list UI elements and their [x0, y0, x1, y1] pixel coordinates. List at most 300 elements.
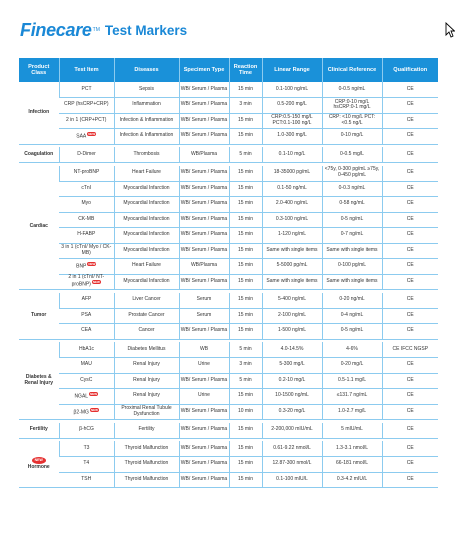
table-row [19, 166, 438, 182]
test-item-cell [59, 457, 114, 473]
clinical-reference-cell [322, 358, 382, 374]
test-item-text: AFP [81, 296, 92, 303]
specimen-cell [179, 308, 229, 324]
disease-cell [114, 404, 179, 420]
test-item-cell [59, 212, 114, 228]
specimen-text: WB/ Serum / Plasma [180, 475, 228, 482]
test-item-cell [59, 166, 114, 182]
test-item-cell [59, 228, 114, 244]
qualification-text: CE [406, 262, 414, 269]
table-row [19, 472, 438, 488]
qualification-cell [382, 243, 438, 259]
linear-range-text: 1.0-300 mg/L [277, 132, 307, 139]
reaction-time-cell [229, 98, 262, 114]
reaction-time-text: 15 min [237, 200, 253, 207]
clinical-reference-cell [322, 324, 382, 340]
disease-cell [114, 389, 179, 405]
disease-text: Prostate Cancer [128, 311, 165, 318]
disease-text: Proximal Renal Tubule Dysfunction [121, 405, 172, 417]
disease-cell [114, 259, 179, 275]
specimen-text: WB/ Serum / Plasma [180, 169, 228, 176]
specimen-cell [179, 82, 229, 98]
linear-range-text: 1-500 ng/mL [277, 327, 307, 334]
disease-text: Renal Injury [133, 376, 160, 383]
test-item-text: cTnI [81, 184, 92, 191]
reaction-time-text: 5 min [239, 345, 252, 352]
disease-cell [114, 129, 179, 145]
specimen-cell [179, 274, 229, 290]
test-item-text: CEA [81, 327, 92, 334]
disease-text: Thyroid Malfunction [124, 444, 169, 451]
specimen-text: Urine [198, 361, 210, 368]
table-row [19, 404, 438, 420]
clinical-reference-cell [322, 197, 382, 213]
disease-cell [114, 342, 179, 358]
table-row [19, 129, 438, 145]
disease-text: Myocardial Infarction [123, 246, 170, 253]
specimen-text: WB/ Serum / Plasma [180, 460, 228, 467]
specimen-cell [179, 228, 229, 244]
specimen-cell [179, 324, 229, 340]
qualification-cell [382, 166, 438, 182]
new-badge: NEW [32, 457, 46, 464]
clinical-reference-text: 1.3-3.1 nmol/L [336, 444, 368, 451]
linear-range-text: 2-200,000 mIU/mL [271, 426, 313, 433]
clinical-reference-text: 0-4 ng/mL [340, 311, 364, 318]
linear-range-cell [262, 166, 322, 182]
column-header: Specimen Type [179, 58, 229, 82]
test-item-cell [59, 423, 114, 439]
reaction-time-cell [229, 472, 262, 488]
column-header: Clinical Reference [322, 58, 382, 82]
linear-range-text: 0.1-100 mIU/L [276, 475, 308, 482]
reaction-time-cell [229, 274, 262, 290]
clinical-reference-cell [322, 472, 382, 488]
specimen-text: WB/ Serum / Plasma [180, 444, 228, 451]
product-class-cell [19, 293, 59, 340]
specimen-text: WB/Plasma [190, 262, 218, 269]
qualification-text: CE [406, 296, 414, 303]
table-row [19, 259, 438, 275]
product-class-cell [19, 147, 59, 163]
test-item-cell [59, 342, 114, 358]
disease-cell [114, 457, 179, 473]
disease-cell [114, 358, 179, 374]
linear-range-text: 2-100 ng/mL [277, 311, 307, 318]
linear-range-cell [262, 82, 322, 98]
linear-range-cell [262, 274, 322, 290]
specimen-text: WB/ Serum / Plasma [180, 184, 228, 191]
clinical-reference-cell [322, 82, 382, 98]
test-item-text: NT-proBNP [73, 169, 100, 176]
table-row [19, 423, 438, 439]
disease-text: Fertility [138, 426, 155, 433]
table-row [19, 113, 438, 129]
reaction-time-cell [229, 147, 262, 163]
reaction-time-cell [229, 293, 262, 309]
table-row [19, 228, 438, 244]
linear-range-cell [262, 404, 322, 420]
reaction-time-cell [229, 404, 262, 420]
clinical-reference-text: 0-20 ng/mL [339, 296, 365, 303]
test-item-text: 2 in 1 (cTnI/ NT-proBNP) [68, 273, 105, 289]
test-item-cell [59, 98, 114, 114]
linear-range-text: 1-120 ng/mL [277, 231, 307, 238]
linear-range-text: 5-300 mg/L [279, 361, 305, 368]
test-item-cell [59, 147, 114, 163]
specimen-text: WB/ Serum / Plasma [180, 327, 228, 334]
qualification-text: CE [406, 150, 414, 157]
clinical-reference-cell [322, 404, 382, 420]
table-row [19, 324, 438, 340]
product-class-label: Cardiac [29, 223, 48, 230]
reaction-time-text: 15 min [237, 85, 253, 92]
specimen-cell [179, 457, 229, 473]
table-row [19, 212, 438, 228]
table-row [19, 274, 438, 290]
linear-range-text: 4.0-14.5% [280, 345, 304, 352]
qualification-cell [382, 342, 438, 358]
test-item-text: D-Dimer [77, 150, 96, 157]
test-item-text: PCT [81, 85, 92, 92]
table-row [19, 293, 438, 309]
new-badge: NEW [92, 280, 100, 285]
reaction-time-cell [229, 441, 262, 457]
test-item-text: β2-MG [73, 409, 89, 416]
disease-cell [114, 472, 179, 488]
test-item-cell [59, 358, 114, 374]
specimen-cell [179, 389, 229, 405]
clinical-reference-cell [322, 457, 382, 473]
reaction-time-text: 3 min [239, 361, 252, 368]
qualification-cell [382, 113, 438, 129]
reaction-time-text: 15 min [237, 116, 253, 123]
linear-range-text: 10-1500 ng/mL [275, 392, 309, 399]
specimen-cell [179, 441, 229, 457]
disease-cell [114, 243, 179, 259]
test-item-cell [59, 82, 114, 98]
clinical-reference-cell [322, 212, 382, 228]
specimen-cell [179, 113, 229, 129]
brand-header [20, 20, 187, 40]
linear-range-cell [262, 98, 322, 114]
clinical-reference-text: Same with single items [326, 277, 378, 284]
reaction-time-cell [229, 308, 262, 324]
disease-cell [114, 197, 179, 213]
column-header: Product Class [19, 58, 59, 82]
reaction-time-text: 15 min [237, 215, 253, 222]
specimen-cell [179, 259, 229, 275]
clinical-reference-text: 0.3-4.2 mIU/L [336, 475, 368, 482]
test-item-text: PSA [81, 311, 92, 318]
test-item-cell [59, 259, 114, 275]
qualification-text: CE [406, 460, 414, 467]
clinical-reference-cell [322, 228, 382, 244]
clinical-reference-text: ≤131.7 ng/mL [336, 392, 368, 399]
disease-cell [114, 423, 179, 439]
clinical-reference-cell [322, 243, 382, 259]
table-row [19, 243, 438, 259]
clinical-reference-cell [322, 259, 382, 275]
linear-range-cell [262, 324, 322, 340]
qualification-cell [382, 197, 438, 213]
qualification-cell [382, 358, 438, 374]
table-row [19, 342, 438, 358]
test-item-cell [59, 181, 114, 197]
product-class-label: Fertility [29, 426, 48, 433]
qualification-text: CE [406, 246, 414, 253]
reaction-time-cell [229, 423, 262, 439]
linear-range-text: 0.5-200 mg/L [277, 101, 307, 108]
table-row [19, 197, 438, 213]
qualification-cell [382, 472, 438, 488]
clinical-reference-text: 0-10 mg/L [340, 132, 364, 139]
clinical-reference-text: 0-0.5 mg/L [340, 150, 364, 157]
specimen-text: WB/ Serum / Plasma [180, 376, 228, 383]
specimen-cell [179, 373, 229, 389]
table-body [19, 82, 438, 488]
disease-text: Heart Failure [132, 169, 161, 176]
reaction-time-text: 15 min [237, 169, 253, 176]
qualification-text: CE [406, 475, 414, 482]
clinical-reference-text: 0-0.3 ng/mL [338, 184, 366, 191]
clinical-reference-cell [322, 181, 382, 197]
test-item-cell [59, 113, 114, 129]
product-class-cell [19, 423, 59, 439]
disease-text: Myocardial Infarction [123, 200, 170, 207]
reaction-time-text: 15 min [237, 277, 253, 284]
reaction-time-text: 5 min [239, 376, 252, 383]
qualification-cell [382, 441, 438, 457]
test-item-text: BNP [76, 263, 87, 270]
qualification-text: CE [406, 392, 414, 399]
linear-range-cell [262, 129, 322, 145]
qualification-text: CE [406, 184, 414, 191]
product-class-label: Tumor [31, 311, 47, 318]
test-item-cell [59, 293, 114, 309]
disease-cell [114, 293, 179, 309]
specimen-cell [179, 212, 229, 228]
disease-cell [114, 308, 179, 324]
clinical-reference-cell [322, 308, 382, 324]
test-item-cell [59, 274, 114, 290]
reaction-time-text: 10 min [237, 407, 253, 414]
table-header-row [19, 58, 438, 82]
test-markers-table [19, 58, 438, 488]
linear-range-text: 0.3-100 ng/mL [275, 215, 309, 222]
clinical-reference-cell [322, 441, 382, 457]
product-class-cell [19, 82, 59, 144]
column-header: Qualification [382, 58, 438, 82]
qualification-cell [382, 228, 438, 244]
product-class-cell [19, 441, 59, 488]
disease-cell [114, 441, 179, 457]
qualification-text: CE [406, 277, 414, 284]
specimen-cell [179, 197, 229, 213]
clinical-reference-cell [322, 342, 382, 358]
reaction-time-cell [229, 243, 262, 259]
linear-range-cell [262, 259, 322, 275]
qualification-text: CE [406, 215, 414, 222]
clinical-reference-cell [322, 274, 382, 290]
reaction-time-text: 5 min [239, 150, 252, 157]
test-item-text: Myo [81, 200, 91, 207]
product-class-label: Diabetes & Renal Injury [24, 373, 54, 386]
specimen-text: WB/Plasma [190, 150, 218, 157]
test-item-text: TSH [81, 475, 92, 482]
test-item-cell [59, 441, 114, 457]
linear-range-text: Same with single items [266, 246, 318, 253]
disease-cell [114, 147, 179, 163]
specimen-text: WB/ Serum / Plasma [180, 200, 228, 207]
test-item-cell [59, 243, 114, 259]
table-row [19, 181, 438, 197]
clinical-reference-cell [322, 373, 382, 389]
column-header: Linear Range [262, 58, 322, 82]
disease-cell [114, 82, 179, 98]
test-item-cell [59, 404, 114, 420]
disease-text: Thyroid Malfunction [124, 460, 169, 467]
clinical-reference-text: 0-100 pg/mL [337, 262, 367, 269]
qualification-cell [382, 181, 438, 197]
specimen-cell [179, 129, 229, 145]
column-header: Test Item [59, 58, 114, 82]
product-class-cell [19, 342, 59, 420]
disease-cell [114, 181, 179, 197]
qualification-cell [382, 98, 438, 114]
test-item-text: SAA [76, 133, 87, 140]
test-item-cell [59, 129, 114, 145]
linear-range-text: 12.87-300 nmol/L [272, 460, 312, 467]
qualification-cell [382, 423, 438, 439]
qualification-cell [382, 129, 438, 145]
linear-range-text: 18-35000 pg/mL [273, 169, 311, 176]
reaction-time-cell [229, 358, 262, 374]
table-row [19, 389, 438, 405]
linear-range-cell [262, 389, 322, 405]
linear-range-cell [262, 308, 322, 324]
table-row [19, 457, 438, 473]
qualification-cell [382, 324, 438, 340]
qualification-cell [382, 212, 438, 228]
reaction-time-text: 15 min [237, 231, 253, 238]
linear-range-cell [262, 147, 322, 163]
reaction-time-text: 15 min [237, 184, 253, 191]
reaction-time-text: 15 min [237, 444, 253, 451]
qualification-text: CE [406, 327, 414, 334]
linear-range-text: 5-5000 pg/mL [276, 262, 308, 269]
qualification-text: CE [406, 311, 414, 318]
reaction-time-text: 3 min [239, 101, 252, 108]
clinical-reference-text: CRP:0-10 mg/L hsCRP:0-1 mg/L [333, 98, 371, 111]
linear-range-cell [262, 423, 322, 439]
reaction-time-text: 15 min [237, 311, 253, 318]
disease-text: Renal Injury [133, 361, 160, 368]
qualification-text: CE [406, 444, 414, 451]
clinical-reference-cell [322, 293, 382, 309]
specimen-text: WB/ Serum / Plasma [180, 231, 228, 238]
product-class-label: Infection [28, 108, 50, 115]
qualification-cell [382, 274, 438, 290]
disease-text: Myocardial Infarction [123, 231, 170, 238]
reaction-time-text: 15 min [237, 392, 253, 399]
specimen-cell [179, 472, 229, 488]
disease-cell [114, 113, 179, 129]
reaction-time-cell [229, 181, 262, 197]
clinical-reference-text: Same with single items [326, 246, 378, 253]
test-item-text: T4 [83, 460, 90, 467]
reaction-time-cell [229, 389, 262, 405]
qualification-cell [382, 373, 438, 389]
clinical-reference-text: 66-181 nmol/L [336, 460, 368, 467]
specimen-text: WB/ Serum / Plasma [180, 85, 228, 92]
linear-range-text: 0.2-10 mg/L [278, 376, 306, 383]
reaction-time-text: 15 min [237, 460, 253, 467]
disease-text: Myocardial Infarction [123, 215, 170, 222]
new-badge: NEW [88, 262, 96, 267]
reaction-time-text: 15 min [237, 475, 253, 482]
disease-text: Inflammation [132, 101, 161, 108]
reaction-time-cell [229, 166, 262, 182]
disease-cell [114, 373, 179, 389]
test-item-text: T3 [83, 444, 90, 451]
disease-text: Heart Failure [132, 262, 161, 269]
test-item-text: HbA1c [78, 345, 94, 352]
linear-range-cell [262, 373, 322, 389]
specimen-text: WB/ Serum / Plasma [180, 246, 228, 253]
new-badge: NEW [90, 392, 98, 397]
clinical-reference-cell [322, 98, 382, 114]
product-class-cell [19, 166, 59, 290]
qualification-cell [382, 259, 438, 275]
linear-range-text: 0.3-20 mg/L [278, 407, 306, 414]
clinical-reference-cell [322, 113, 382, 129]
clinical-reference-text: 0.5-1.1 mg/L [337, 376, 367, 383]
linear-range-cell [262, 293, 322, 309]
specimen-text: Urine [198, 392, 210, 399]
table-row [19, 147, 438, 163]
qualification-cell [382, 147, 438, 163]
disease-cell [114, 166, 179, 182]
mouse-pointer-icon [445, 22, 455, 38]
linear-range-cell [262, 181, 322, 197]
specimen-cell [179, 342, 229, 358]
linear-range-cell [262, 472, 322, 488]
linear-range-cell [262, 342, 322, 358]
qualification-text: CE [406, 361, 414, 368]
disease-cell [114, 212, 179, 228]
disease-text: Infection & Inflammation [119, 132, 174, 139]
test-item-cell [59, 324, 114, 340]
finecare-logo: Finecare [20, 19, 92, 40]
reaction-time-cell [229, 342, 262, 358]
linear-range-text: 0.1-50 ng/mL [277, 184, 307, 191]
specimen-cell [179, 293, 229, 309]
clinical-reference-cell [322, 166, 382, 182]
column-header: Reaction Time [229, 58, 262, 82]
test-item-text: β-hCG [79, 426, 94, 433]
reaction-time-cell [229, 212, 262, 228]
disease-text: Myocardial Infarction [123, 184, 170, 191]
table-row [19, 82, 438, 98]
linear-range-cell [262, 457, 322, 473]
new-badge: NEW [90, 407, 98, 412]
new-badge: NEW [88, 132, 96, 137]
clinical-reference-text: CRP: <10 mg/L PCT: <0.5 ng/L [328, 114, 376, 126]
reaction-time-cell [229, 259, 262, 275]
specimen-cell [179, 166, 229, 182]
disease-text: Infection & Inflammation [119, 116, 174, 123]
